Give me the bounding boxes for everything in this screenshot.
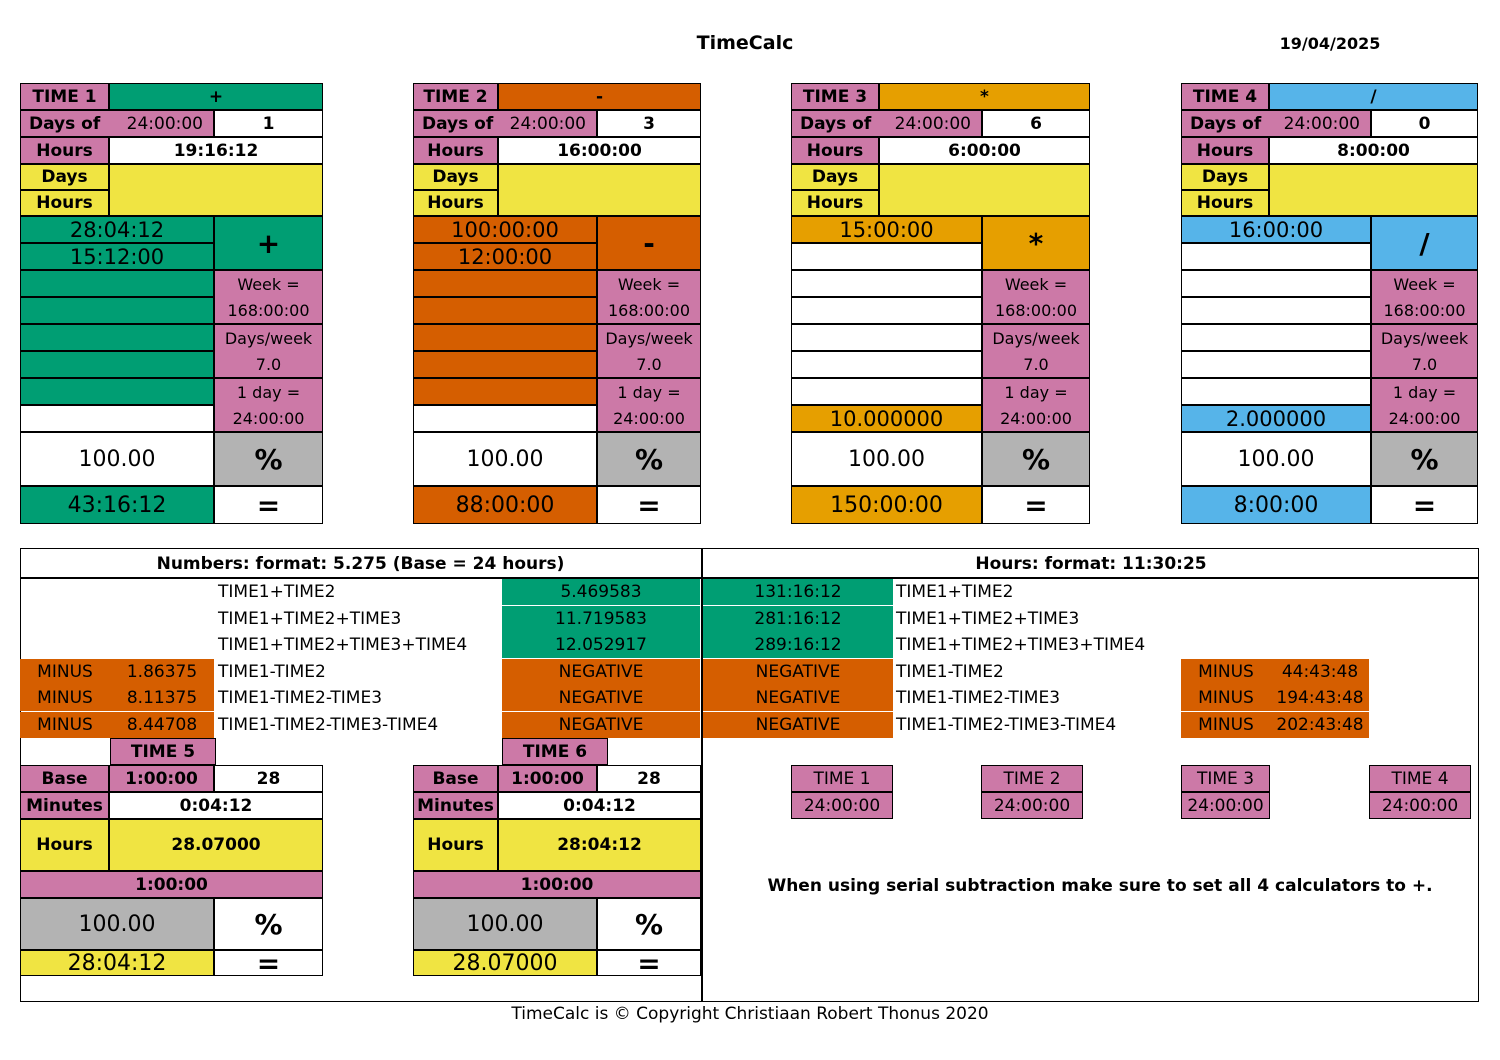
conv-time-6-minutes-input[interactable]: 0:04:12 xyxy=(498,792,701,819)
calc-2-hours2-label: Hours xyxy=(413,190,498,216)
conv-time-6-result: 28.07000 xyxy=(413,950,597,976)
calc-2-bar-4 xyxy=(413,351,597,378)
calc-3-days-of-label: Days of xyxy=(800,113,872,134)
summary-minus-value: 1.86375 xyxy=(110,659,214,685)
calc-1-bar-1 xyxy=(20,270,214,297)
day-ref-1-label: TIME 1 xyxy=(791,765,893,792)
calc-2-days-label: Days xyxy=(413,164,498,190)
summary-minus2-value: 44:43:48 xyxy=(1271,659,1369,685)
conv-time-6-percent-input[interactable]: 100.00 xyxy=(413,898,597,950)
conv-time-6-hours-value: 28:04:12 xyxy=(498,819,701,871)
summary-number-value: 5.469583 xyxy=(502,579,700,605)
calc-2-result-1: 100:00:00 xyxy=(413,216,597,243)
calc-1-days-count-input[interactable]: 1 xyxy=(214,110,323,137)
calc-3-factor: 10.000000 xyxy=(791,405,982,432)
conv-time-5-minutes-label: Minutes xyxy=(20,792,109,819)
summary-hours-value: NEGATIVE xyxy=(703,685,893,711)
calc-3-hours-label: Hours xyxy=(791,137,879,164)
calc-1-hours-label: Hours xyxy=(20,137,109,164)
calc-3-sign: * xyxy=(982,216,1090,270)
calc-1-title: TIME 1 xyxy=(20,83,109,110)
calc-3-title: TIME 3 xyxy=(791,83,879,110)
calc-3-percent-button[interactable]: % xyxy=(982,432,1090,486)
summary-row-label-2: TIME1+TIME2+TIME3 xyxy=(896,608,1080,629)
conv-time-6-base-label: Base xyxy=(413,765,498,792)
calc-3-days-of-value: 24:00:00 xyxy=(894,113,971,134)
calc-2-percent-button[interactable]: % xyxy=(597,432,701,486)
calc-1-days-hours-display xyxy=(109,164,323,216)
calc-4-bar-5 xyxy=(1181,378,1371,405)
calc-2-bar-3 xyxy=(413,324,597,351)
day-ref-2-value: 24:00:00 xyxy=(981,792,1083,819)
calc-3-days-hours-display xyxy=(879,164,1090,216)
calc-2-days-per-week-value: 7.0 xyxy=(597,351,701,378)
calc-1-result-2: 15:12:00 xyxy=(20,243,214,270)
calc-4-days-per-week-value: 7.0 xyxy=(1371,351,1478,378)
calc-4-days-of-label: Days of xyxy=(1190,113,1262,134)
calc-4-days-of-value: 24:00:00 xyxy=(1283,113,1360,134)
day-ref-3-label: TIME 3 xyxy=(1181,765,1270,792)
summary-row-label: TIME1-TIME2-TIME3 xyxy=(218,688,383,708)
summary-number-value: 11.719583 xyxy=(502,606,700,632)
summary-number-value: NEGATIVE xyxy=(502,685,700,711)
calc-4-result-2 xyxy=(1181,243,1371,270)
calc-2-days-of-value: 24:00:00 xyxy=(509,113,586,134)
calc-2-days-count-input[interactable]: 3 xyxy=(597,110,701,137)
calc-2-title: TIME 2 xyxy=(413,83,498,110)
calc-4-days-label: Days xyxy=(1181,164,1269,190)
calc-1-operator-select[interactable]: + xyxy=(109,83,323,110)
calc-4-equals-button[interactable]: = xyxy=(1371,486,1478,524)
calc-2-days-per-week-label: Days/week xyxy=(597,324,701,351)
calc-1-days-per-week-label: Days/week xyxy=(214,324,323,351)
conv-time-6-hours-label: Hours xyxy=(413,819,498,871)
calc-1-total: 43:16:12 xyxy=(20,486,214,524)
calc-4-result-1: 16:00:00 xyxy=(1181,216,1371,243)
calc-3-days-per-week-label: Days/week xyxy=(982,324,1090,351)
summary-row-label-2: TIME1-TIME2-TIME3-TIME4 xyxy=(896,714,1117,735)
calc-1-hours-input[interactable]: 19:16:12 xyxy=(109,137,323,164)
calc-4-percent-input[interactable]: 100.00 xyxy=(1181,432,1371,486)
calc-3-result-2 xyxy=(791,243,982,270)
conv-time-5-base-count-input[interactable]: 28 xyxy=(214,765,323,792)
app-title: TimeCalc xyxy=(696,32,794,54)
summary-minus2-value: 194:43:48 xyxy=(1271,685,1369,711)
conv-time-6-title: TIME 6 xyxy=(502,738,608,765)
calc-4-bar-1 xyxy=(1181,270,1371,297)
day-ref-4-label: TIME 4 xyxy=(1369,765,1471,792)
header-date: 19/04/2025 xyxy=(1279,33,1381,53)
summary-number-value: NEGATIVE xyxy=(502,712,700,738)
day-ref-3-value: 24:00:00 xyxy=(1181,792,1270,819)
conv-time-6-percent-button[interactable]: % xyxy=(597,898,701,950)
calc-2-bar-5 xyxy=(413,378,597,405)
calc-2-result-2: 12:00:00 xyxy=(413,243,597,270)
summary-number-value: NEGATIVE xyxy=(502,659,700,685)
calc-3-percent-input[interactable]: 100.00 xyxy=(791,432,982,486)
calc-1-bar-5 xyxy=(20,378,214,405)
summary-row-label-2: TIME1+TIME2+TIME3+TIME4 xyxy=(896,635,1146,655)
calc-3-operator-select[interactable]: * xyxy=(879,83,1090,110)
calc-1-week-value: 168:00:00 xyxy=(214,297,323,324)
calc-1-bar-2 xyxy=(20,297,214,324)
calc-4-bar-2 xyxy=(1181,297,1371,324)
summary-hours-value: 131:16:12 xyxy=(703,579,893,605)
calc-1-week-label: Week = xyxy=(214,270,323,297)
calc-1-equals-button[interactable]: = xyxy=(214,486,323,524)
conv-time-5-hours-value: 28.07000 xyxy=(109,819,323,871)
numbers-format-header: Numbers: format: 5.275 (Base = 24 hours) xyxy=(156,553,565,574)
calc-3-hours-input[interactable]: 6:00:00 xyxy=(879,137,1090,164)
conv-time-5-minutes-input[interactable]: 0:04:12 xyxy=(109,792,323,819)
day-ref-1-value: 24:00:00 xyxy=(791,792,893,819)
calc-4-title: TIME 4 xyxy=(1181,83,1269,110)
calc-3-days-of-row xyxy=(791,110,982,137)
calc-2-days-of-row xyxy=(413,110,597,137)
calc-4-days-per-week-label: Days/week xyxy=(1371,324,1478,351)
calc-4-bar-4 xyxy=(1181,351,1371,378)
calc-2-factor xyxy=(413,405,597,432)
calc-3-week-value: 168:00:00 xyxy=(982,297,1090,324)
calc-1-sign: + xyxy=(214,216,323,270)
conv-time-6-base-value: 1:00:00 xyxy=(498,765,597,792)
summary-minus-label: MINUS xyxy=(20,712,110,738)
summary-row-label: TIME1-TIME2 xyxy=(218,661,326,682)
calc-2-days-hours-display xyxy=(498,164,701,216)
summary-row-label-2: TIME1-TIME2-TIME3 xyxy=(896,688,1061,708)
conv-time-6-minutes-label: Minutes xyxy=(413,792,498,819)
calc-1-days-per-week-value: 7.0 xyxy=(214,351,323,378)
calc-3-days-label: Days xyxy=(791,164,879,190)
summary-minus-value: 8.44708 xyxy=(110,712,214,738)
calc-4-bar-3 xyxy=(1181,324,1371,351)
summary-number-value: 12.052917 xyxy=(502,632,700,658)
calc-3-bar-1 xyxy=(791,270,982,297)
calc-4-hours-label: Hours xyxy=(1181,137,1269,164)
calc-2-one-day-value: 24:00:00 xyxy=(597,405,701,432)
summary-minus2-label: MINUS xyxy=(1181,712,1271,738)
calc-2-days-of-label: Days of xyxy=(422,113,494,134)
calc-3-one-day-value: 24:00:00 xyxy=(982,405,1090,432)
summary-minus2-value: 202:43:48 xyxy=(1271,712,1369,738)
conv-time-6-base-count-input[interactable]: 28 xyxy=(597,765,701,792)
conv-time-5-title: TIME 5 xyxy=(110,738,216,765)
calc-1-bar-3 xyxy=(20,324,214,351)
day-ref-2-label: TIME 2 xyxy=(981,765,1083,792)
summary-row-label: TIME1-TIME2-TIME3-TIME4 xyxy=(218,714,439,735)
calc-1-days-of-label: Days of xyxy=(29,113,101,134)
calc-1-bar-4 xyxy=(20,351,214,378)
hours-format-header: Hours: format: 11:30:25 xyxy=(975,553,1207,574)
calc-3-bar-2 xyxy=(791,297,982,324)
calc-4-percent-button[interactable]: % xyxy=(1371,432,1478,486)
conv-time-5-base-label: Base xyxy=(20,765,109,792)
summary-hours-value: 281:16:12 xyxy=(703,606,893,632)
calc-1-percent-button[interactable]: % xyxy=(214,432,323,486)
calc-3-one-day-label: 1 day = xyxy=(982,378,1090,405)
summary-row-label: TIME1+TIME2 xyxy=(218,582,336,602)
calc-2-equals-button[interactable]: = xyxy=(597,486,701,524)
calc-3-result-1: 15:00:00 xyxy=(791,216,982,243)
conv-time-6-equals-button[interactable]: = xyxy=(597,950,701,976)
summary-minus-label: MINUS xyxy=(20,659,110,685)
calc-3-week-label: Week = xyxy=(982,270,1090,297)
conv-time-5-base-value: 1:00:00 xyxy=(109,765,214,792)
summary-minus-label: MINUS xyxy=(20,685,110,711)
calc-1-one-day-label: 1 day = xyxy=(214,378,323,405)
copyright-footer: TimeCalc is © Copyright Christiaan Robert Thonus 2020 xyxy=(511,1004,989,1024)
calc-1-percent-input[interactable]: 100.00 xyxy=(20,432,214,486)
calc-2-bar-2 xyxy=(413,297,597,324)
calc-4-week-label: Week = xyxy=(1371,270,1478,297)
conv-time-5-percent-input[interactable]: 100.00 xyxy=(20,898,214,950)
summary-hours-value: 289:16:12 xyxy=(703,632,893,658)
calc-2-week-label: Week = xyxy=(597,270,701,297)
calc-2-percent-input[interactable]: 100.00 xyxy=(413,432,597,486)
calc-1-factor xyxy=(20,405,214,432)
calc-3-days-count-input[interactable]: 6 xyxy=(982,110,1090,137)
calc-4-days-of-row xyxy=(1181,110,1371,137)
summary-row-label-2: TIME1+TIME2 xyxy=(896,582,1014,602)
calc-3-days-per-week-value: 7.0 xyxy=(982,351,1090,378)
calc-1-days-of-row xyxy=(20,110,214,137)
calc-2-one-day-label: 1 day = xyxy=(597,378,701,405)
calc-3-hours2-label: Hours xyxy=(791,190,879,216)
calc-4-days-hours-display xyxy=(1269,164,1478,216)
calc-4-sign: / xyxy=(1371,216,1478,270)
calc-4-hours-input[interactable]: 8:00:00 xyxy=(1269,137,1478,164)
conv-time-5-unit: 1:00:00 xyxy=(20,871,323,898)
summary-hours-value: NEGATIVE xyxy=(703,712,893,738)
calc-4-week-value: 168:00:00 xyxy=(1371,297,1478,324)
calc-2-operator-select[interactable]: - xyxy=(498,83,701,110)
summary-row-label-2: TIME1-TIME2 xyxy=(896,661,1004,682)
calc-4-one-day-label: 1 day = xyxy=(1371,378,1478,405)
calc-4-factor: 2.000000 xyxy=(1181,405,1371,432)
calc-3-bar-3 xyxy=(791,324,982,351)
summary-minus2-label: MINUS xyxy=(1181,659,1271,685)
calc-2-total: 88:00:00 xyxy=(413,486,597,524)
calc-2-hours-label: Hours xyxy=(413,137,498,164)
calc-3-bar-5 xyxy=(791,378,982,405)
conv-time-5-result: 28:04:12 xyxy=(20,950,214,976)
calc-1-days-of-value: 24:00:00 xyxy=(126,113,203,134)
conv-time-5-equals-button[interactable]: = xyxy=(214,950,323,976)
conv-time-5-percent-button[interactable]: % xyxy=(214,898,323,950)
calc-3-equals-button[interactable]: = xyxy=(982,486,1090,524)
calc-4-operator-select[interactable]: / xyxy=(1269,83,1478,110)
summary-minus-value: 8.11375 xyxy=(110,685,214,711)
summary-minus2-label: MINUS xyxy=(1181,685,1271,711)
calc-4-one-day-value: 24:00:00 xyxy=(1371,405,1478,432)
serial-subtraction-note: When using serial subtraction make sure to set all 4 calculators to +. xyxy=(767,876,1433,896)
calc-1-one-day-value: 24:00:00 xyxy=(214,405,323,432)
calc-4-hours2-label: Hours xyxy=(1181,190,1269,216)
calc-3-total: 150:00:00 xyxy=(791,486,982,524)
calc-2-week-value: 168:00:00 xyxy=(597,297,701,324)
calc-4-total: 8:00:00 xyxy=(1181,486,1371,524)
calc-1-days-label: Days xyxy=(20,164,109,190)
conv-time-5-hours-label: Hours xyxy=(20,819,109,871)
calc-2-sign: - xyxy=(597,216,701,270)
calc-4-days-count-input[interactable]: 0 xyxy=(1371,110,1478,137)
summary-row-label: TIME1+TIME2+TIME3 xyxy=(218,608,402,629)
calc-1-result-1: 28:04:12 xyxy=(20,216,214,243)
conv-time-6-unit: 1:00:00 xyxy=(413,871,701,898)
calc-1-hours2-label: Hours xyxy=(20,190,109,216)
summary-row-label: TIME1+TIME2+TIME3+TIME4 xyxy=(218,635,468,655)
calc-3-bar-4 xyxy=(791,351,982,378)
day-ref-4-value: 24:00:00 xyxy=(1369,792,1471,819)
calc-2-bar-1 xyxy=(413,270,597,297)
calc-2-hours-input[interactable]: 16:00:00 xyxy=(498,137,701,164)
summary-hours-value: NEGATIVE xyxy=(703,659,893,685)
